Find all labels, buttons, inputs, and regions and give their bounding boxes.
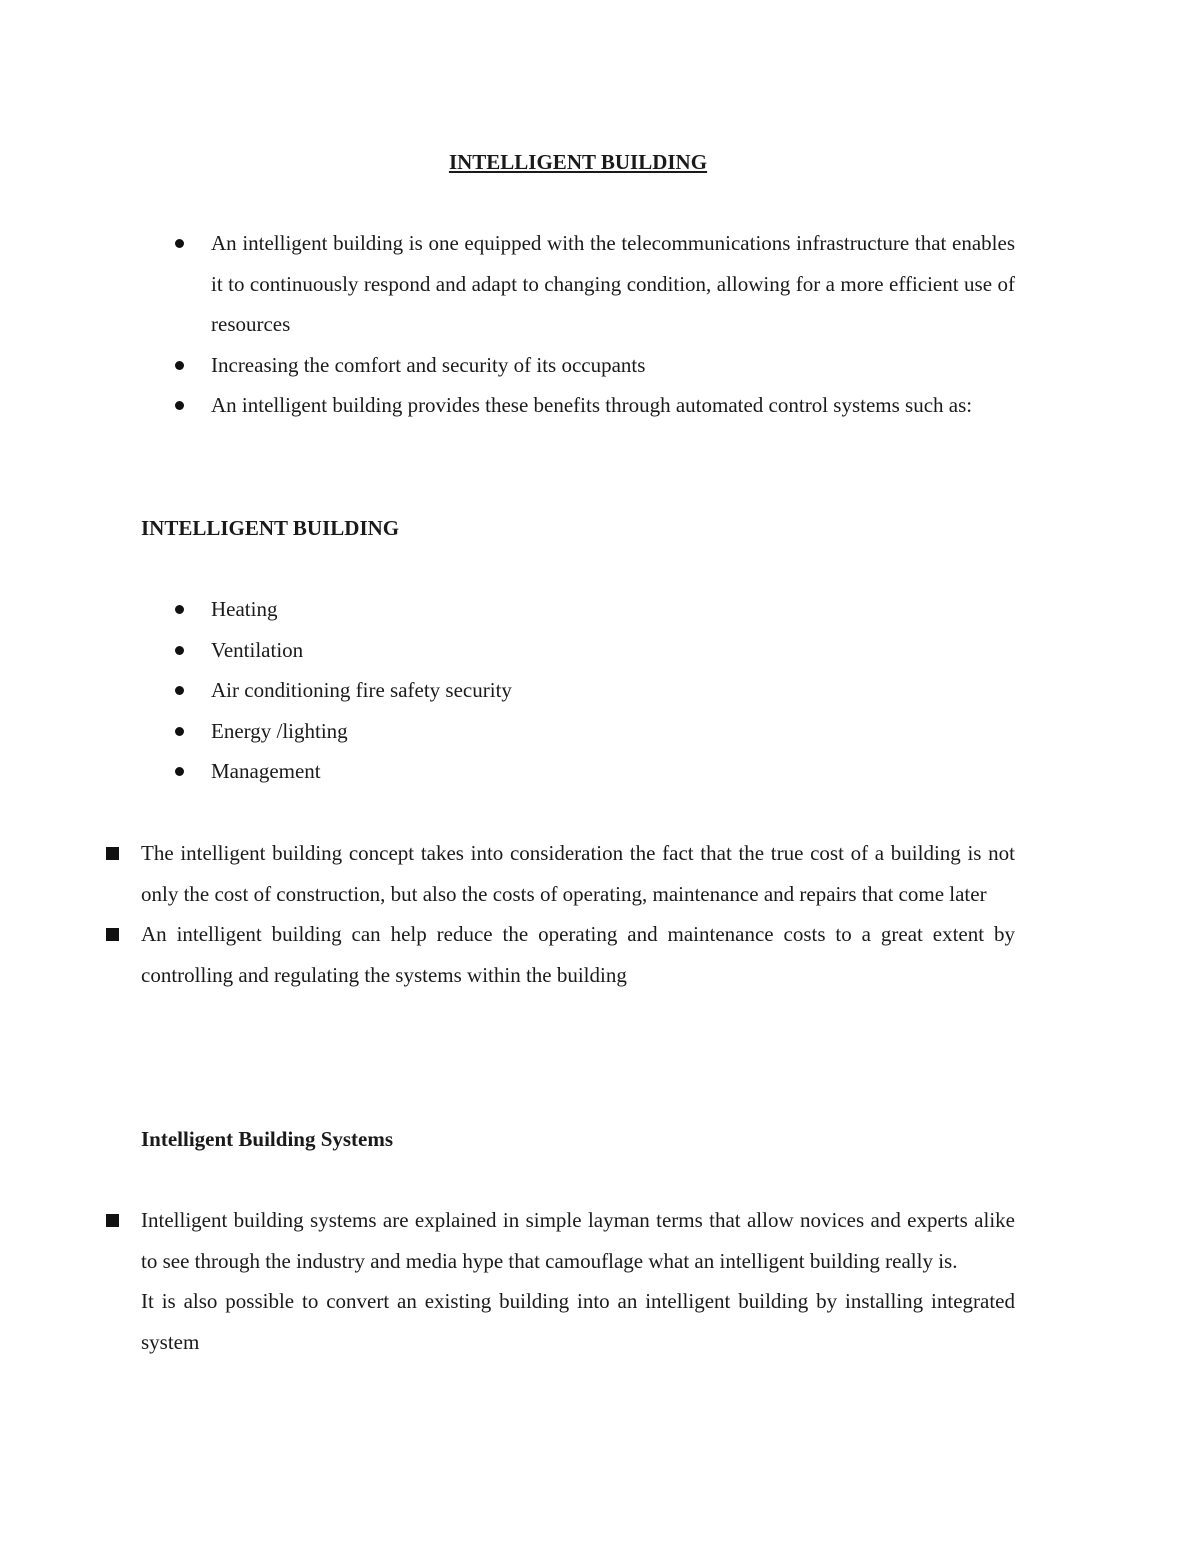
concept-bullet-list [0,833,1015,995]
list-item-text: An intelligent building provides these benefits through automated control systems such as: [211,393,973,417]
list-item [0,833,1015,914]
section-heading-intelligent-building-systems: Intelligent Building Systems [141,1127,394,1151]
list-item-text: An intelligent building can help reduce the operating and maintenance costs to a great extent by controlling and regulating the systems within the building [141,922,1015,987]
bullet-square-icon [106,1214,119,1227]
list-item-text: Intelligent building systems are explained in simple layman terms that allow novices and experts alike to see through the industry and media hype that camouflage what an intelligent building really is. [141,1208,1015,1273]
list-item-text: An intelligent building is one equipped with the telecommunications infrastructure that enables it to continuously respond and adapt to changing condition, allowing for a more efficient use of resources [211,231,1015,336]
page-title: INTELLIGENT BUILDING [448,150,708,174]
bullet-square-icon [106,928,119,941]
bullet-dot-icon [175,605,184,614]
list-item [0,385,1015,426]
bullet-dot-icon [175,686,184,695]
list-item-text: Air conditioning fire safety security [211,678,512,702]
bullet-dot-icon [175,727,184,736]
bullet-dot-icon [175,239,184,248]
list-item [0,670,1015,711]
list-item [0,1200,1015,1362]
list-item [0,751,1015,792]
list-item [0,914,1015,995]
list-item [0,589,1015,630]
systems-description-list [0,1200,1015,1362]
list-item-continuation-text: It is also possible to convert an existing building into an intelligent building by installing integrated system [141,1289,1015,1354]
list-item-text: The intelligent building concept takes into consideration the fact that the true cost of a building is not only the cost of construction, but also the costs of operating, maintenance and repairs that come later [141,841,1015,906]
list-item-text: Energy /lighting [211,718,348,743]
list-item [0,630,1015,671]
bullet-square-icon [106,847,119,860]
systems-bullet-list [0,589,1015,792]
list-item-text: Management [211,759,321,783]
intro-bullet-list [0,223,1015,426]
list-item-text: Ventilation [211,637,304,662]
bullet-dot-icon [175,401,184,410]
section-heading-intelligent-building: INTELLIGENT BUILDING [141,516,400,540]
list-item-text: Increasing the comfort and security of its occupants [211,352,646,377]
bullet-dot-icon [175,361,184,370]
list-item [0,711,1015,752]
bullet-dot-icon [175,767,184,776]
list-item [0,345,1015,386]
list-item [0,223,1015,345]
bullet-dot-icon [175,646,184,655]
list-item-text: Heating [211,597,278,621]
